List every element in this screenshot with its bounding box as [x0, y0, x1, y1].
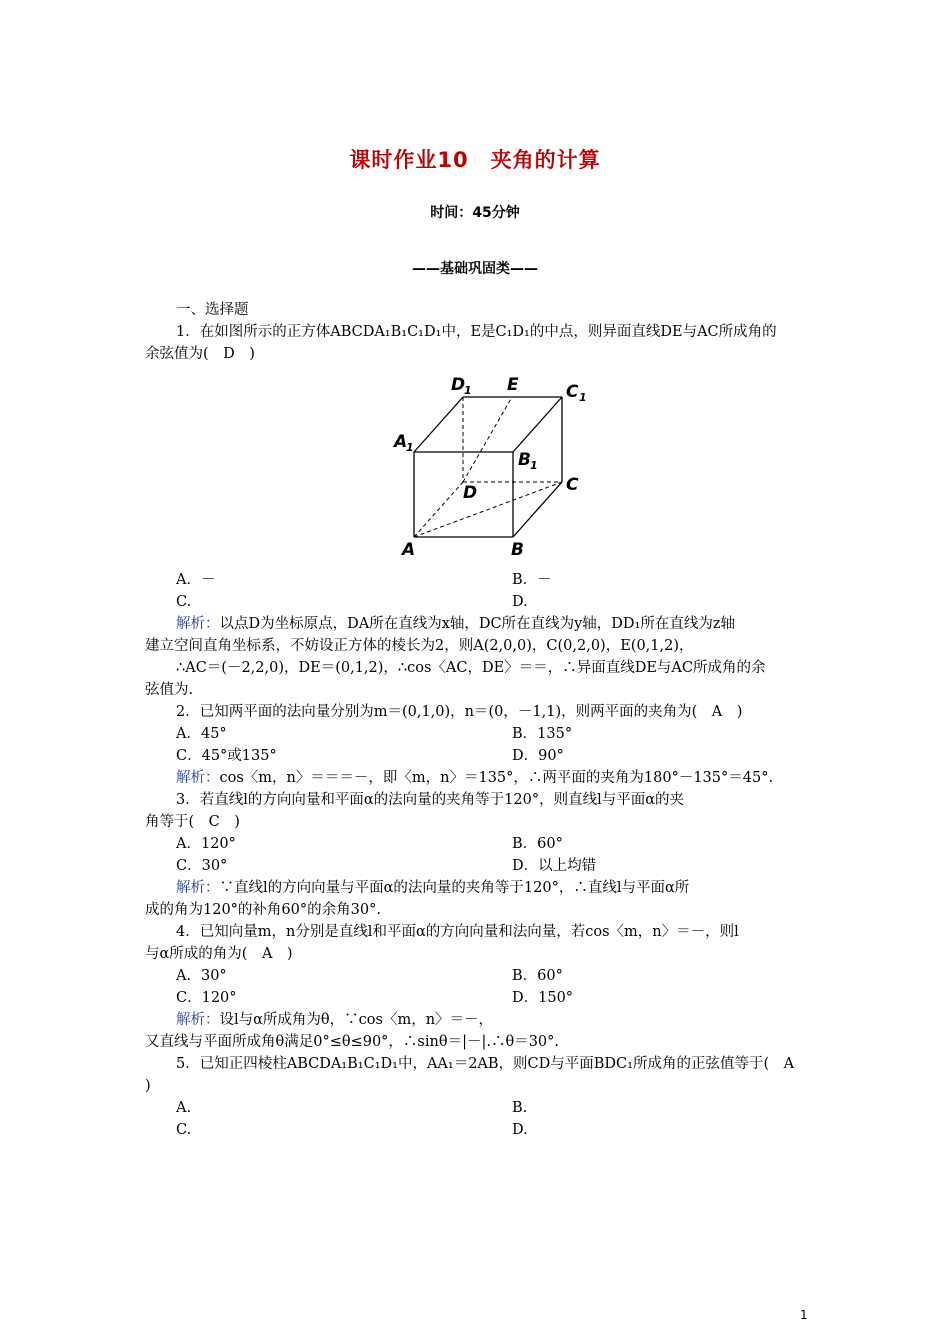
label-c1-sub: 1	[579, 391, 587, 404]
q1-option-a: A．－	[176, 572, 216, 588]
q1-option-d: D.	[512, 594, 528, 610]
q3-solution-cont: 成的角为120°的补角60°的余角30°.	[145, 902, 381, 918]
label-e: E	[507, 375, 519, 395]
q1-solution-cont: ∴AC＝(－2,2,0)，DE＝(0,1,2)，∴cos〈AC，DE〉＝＝，∴异面直线DE与AC所成角的余	[176, 660, 766, 676]
question-4-cont: 与α所成的角为( A )	[145, 946, 293, 962]
label-d1: D	[451, 375, 466, 395]
section-label: 一、选择题	[176, 302, 249, 318]
label-d1-sub: 1	[464, 384, 472, 397]
q1-solution	[176, 614, 735, 634]
q5-option-d: D.	[512, 1122, 528, 1138]
q5-option-c: C.	[176, 1122, 192, 1138]
q2-option-c: C．45°或135°	[176, 748, 277, 764]
solution-label: 解析：	[176, 616, 220, 632]
cube-figure	[385, 370, 595, 565]
edge-c1-b1	[513, 397, 562, 452]
solution-text: ∵直线l的方向向量与平面α的法向量的夹角等于120°，∴直线l与平面α所	[219, 880, 690, 896]
question-5: 5．已知正四棱柱ABCDA₁B₁C₁D₁中，AA₁＝2AB，则CD与平面BDC₁所成角的正弦值等于( A	[176, 1056, 795, 1072]
q3-option-a: A．120°	[176, 836, 236, 852]
q4-option-b: B．60°	[512, 968, 563, 984]
label-a1-sub: 1	[406, 441, 414, 454]
q3-option-d: D．以上均错	[512, 858, 597, 874]
section-heading: ——基础巩固类——	[412, 261, 538, 277]
label-b1: B	[518, 450, 531, 470]
question-3-cont: 角等于( C )	[145, 814, 240, 830]
question-4: 4．已知向量m，n分别是直线l和平面α的方向向量和法向量，若cos〈m，n〉＝－，则l	[176, 924, 739, 940]
solution-label: 解析：	[176, 770, 220, 786]
q1-solution-cont: 建立空间直角坐标系，不妨设正方体的棱长为2，则A(2,0,0)，C(0,2,0)，E(0,1,2)，	[145, 638, 694, 654]
edge-b-c	[513, 482, 562, 537]
page-title: 课时作业10 夹角的计算	[349, 148, 601, 172]
question-1: 1．在如图所示的正方体ABCDA₁B₁C₁D₁中，E是C₁D₁的中点，则异面直线DE与AC所成角的	[176, 324, 777, 340]
q3-option-b: B．60°	[512, 836, 563, 852]
label-c1: C	[566, 382, 579, 402]
label-b1-sub: 1	[530, 459, 538, 472]
page-number: 1	[800, 1308, 808, 1322]
label-b: B	[511, 540, 524, 560]
edge-a1-d1	[414, 397, 463, 452]
q4-option-d: D．150°	[512, 990, 574, 1006]
solution-text: 设l与α所成角为θ，∵cos〈m，n〉＝－，	[219, 1012, 494, 1028]
q1-option-b: B．－	[512, 572, 552, 588]
segment-ac	[414, 482, 562, 537]
q4-option-a: A．30°	[176, 968, 227, 984]
label-a1: A	[394, 432, 408, 452]
time-limit: 时间：45分钟	[430, 205, 520, 221]
question-1-cont: 余弦值为( D )	[145, 346, 255, 362]
solution-label: 解析：	[176, 880, 220, 896]
question-5-cont: )	[145, 1078, 151, 1094]
q4-solution-cont: 又直线与平面所成角θ满足0°≤θ≤90°，∴sinθ＝|－|.∴θ＝30°.	[145, 1034, 559, 1050]
q2-option-d: D．90°	[512, 748, 564, 764]
solution-label: 解析：	[176, 1012, 220, 1028]
q3-solution	[176, 878, 689, 898]
q2-option-b: B．135°	[512, 726, 573, 742]
edge-a-d	[414, 482, 463, 537]
q4-option-c: C．120°	[176, 990, 237, 1006]
label-a: A	[402, 540, 416, 560]
label-c: C	[566, 475, 579, 495]
q2-solution	[176, 768, 773, 788]
solution-text: cos〈m，n〉＝＝＝－，即〈m，n〉＝135°，∴两平面的夹角为180°－135°＝45°.	[219, 770, 774, 786]
q1-option-c: C.	[176, 594, 192, 610]
question-3: 3．若直线l的方向向量和平面α的法向量的夹角等于120°，则直线l与平面α的夹	[176, 792, 685, 808]
q2-option-a: A．45°	[176, 726, 227, 742]
q5-option-b: B.	[512, 1100, 528, 1116]
q1-solution-cont: 弦值为.	[145, 682, 194, 698]
q5-option-a: A.	[176, 1100, 192, 1116]
label-d: D	[463, 483, 478, 503]
segment-de	[463, 397, 512, 482]
q3-option-c: C．30°	[176, 858, 228, 874]
solution-text: 以点D为坐标原点，DA所在直线为x轴，DC所在直线为y轴，DD₁所在直线为z轴	[219, 616, 736, 632]
q4-solution	[176, 1010, 493, 1030]
question-2: 2．已知两平面的法向量分别为m＝(0,1,0)，n＝(0，－1,1)，则两平面的夹角为( A )	[176, 704, 743, 720]
